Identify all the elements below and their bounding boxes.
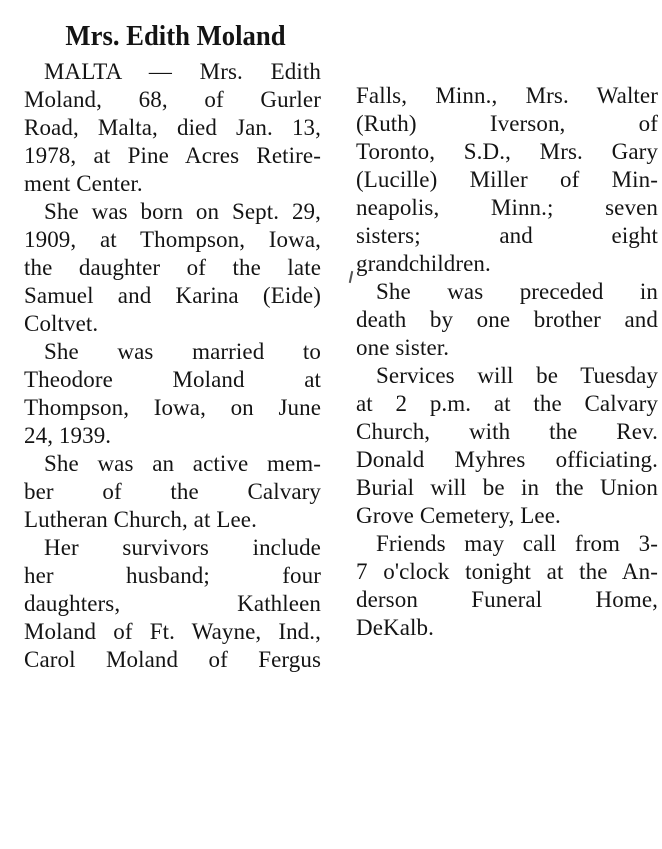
text-line: Samuel and Karina (Eide) [24, 283, 321, 308]
text-line: DeKalb. [356, 615, 434, 640]
text-line: MALTA — Mrs. Edith [44, 59, 321, 84]
text-line: (Ruth) Iverson, of [356, 111, 658, 136]
text-line: 1978, at Pine Acres Retire- [24, 143, 321, 168]
text-line: Falls, Minn., Mrs. Walter [356, 83, 658, 108]
text-line: Grove Cemetery, Lee. [356, 503, 561, 528]
text-line: She was married to [44, 339, 321, 364]
text-line: Burial will be in the Union [356, 475, 658, 500]
text-line: derson Funeral Home, [356, 587, 658, 612]
obituary-headline: Mrs. Edith Moland [65, 20, 286, 52]
text-line: at 2 p.m. at the Calvary [356, 391, 658, 416]
text-line: daughters, Kathleen [24, 591, 321, 616]
text-line: 7 o'clock tonight at the An- [356, 559, 658, 584]
text-line: one sister. [356, 335, 450, 360]
text-line: She was preceded in [376, 279, 658, 304]
text-line: Lutheran Church, at Lee. [24, 507, 257, 532]
text-line: She was born on Sept. 29, [44, 199, 321, 224]
text-line: Toronto, S.D., Mrs. Gary [356, 139, 658, 164]
text-line: 24, 1939. [24, 423, 112, 448]
print-speck-mark [349, 271, 353, 283]
text-line: death by one brother and [356, 307, 658, 332]
text-line: Coltvet. [24, 311, 99, 336]
text-line: (Lucille) Miller of Min- [356, 167, 658, 192]
text-line: She was an active mem- [44, 451, 321, 476]
text-line: Services will be Tuesday [376, 363, 658, 388]
text-line: sisters; and eight [356, 223, 658, 248]
text-line: Moland of Ft. Wayne, Ind., [24, 619, 321, 644]
text-line: Thompson, Iowa, on June [24, 395, 321, 420]
text-line: ber of the Calvary [24, 479, 321, 504]
text-line: Friends may call from 3- [376, 531, 658, 556]
text-line: Church, with the Rev. [356, 419, 658, 444]
text-line: the daughter of the late [24, 255, 321, 280]
left-column [24, 58, 321, 674]
text-line: Her survivors include [44, 535, 321, 560]
text-line: ment Center. [24, 171, 143, 196]
text-line: her husband; four [24, 563, 321, 588]
text-line: grandchildren. [356, 251, 491, 276]
text-line: Carol Moland of Fergus [24, 647, 321, 672]
text-line: Theodore Moland at [24, 367, 321, 392]
text-line: Donald Myhres officiating. [356, 447, 658, 472]
text-line: Road, Malta, died Jan. 13, [24, 115, 321, 140]
right-column [356, 82, 658, 642]
text-line: 1909, at Thompson, Iowa, [24, 227, 321, 252]
text-line: neapolis, Minn.; seven [356, 195, 658, 220]
text-line: Moland, 68, of Gurler [24, 87, 321, 112]
